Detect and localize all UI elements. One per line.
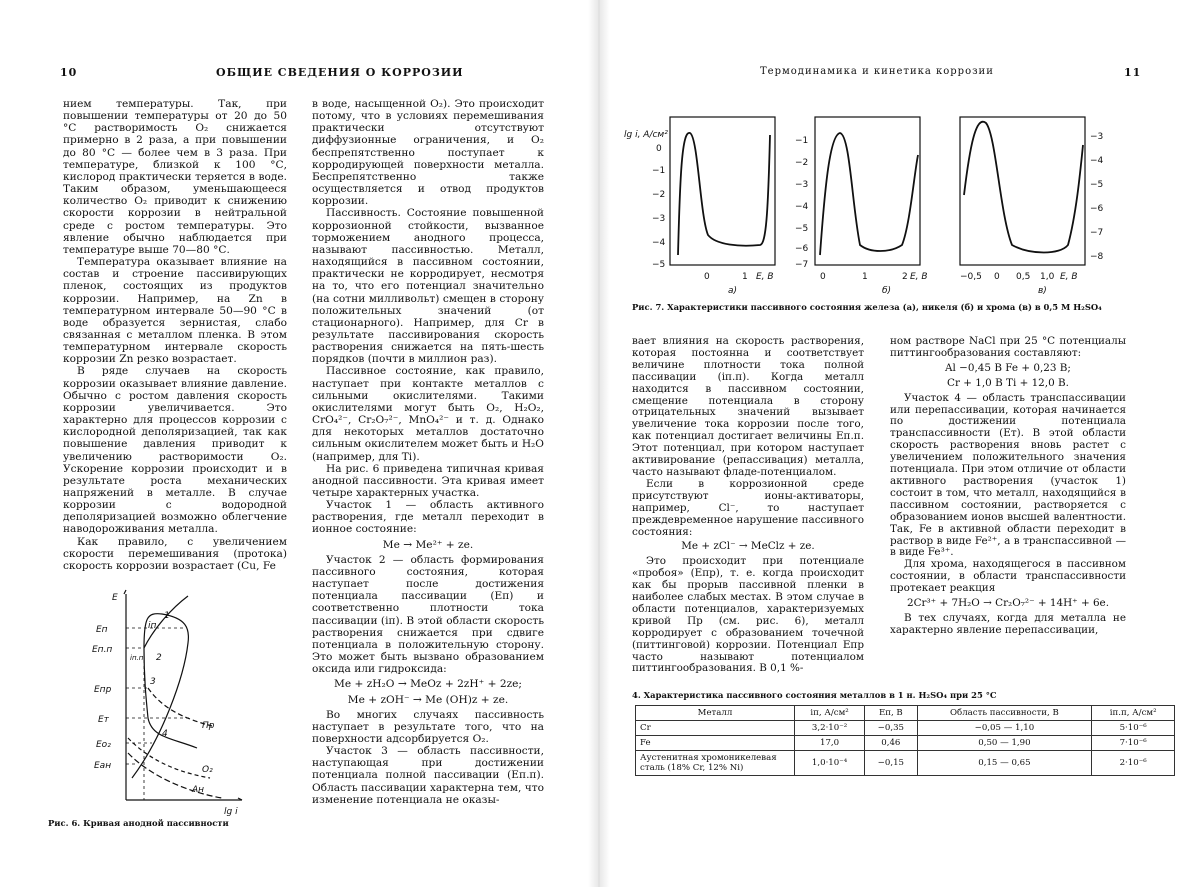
x-axis-label: E, В	[756, 272, 774, 282]
left-page	[0, 0, 590, 887]
table-cell: 17,0	[795, 736, 865, 751]
panel-b	[795, 117, 928, 296]
y-tick: −6	[1090, 204, 1104, 214]
y-tick: −7	[1090, 228, 1104, 238]
paragraph: В ряде случаев на скорость коррозии оказывает влияние давление. Обычно с ростом давления скорость коррозии увеличивается. Это характерно для процессов коррозии с кислородной деполяризацией, так как повышение давления приводит к увеличению растворимости O₂. Ускорение коррозии происходит и в результате роста механических напряжений в металле. В случае коррозии с водородной деполяризацией возможно облегчение наводороживания металла.	[63, 365, 287, 536]
x-tick: −0,5	[960, 272, 982, 282]
table-cell: Аустенитная хромоникелевая сталь (18% Cr, 12% Ni)	[636, 751, 795, 776]
y-tick: −1	[795, 136, 809, 146]
column-header: Область пассивности, В	[917, 706, 1092, 721]
mark-label: iп	[148, 621, 157, 631]
x-tick: 2	[902, 272, 908, 282]
table-cell: 0,15 — 0,65	[917, 751, 1092, 776]
paragraph: Если в коррозионной среде присутствуют ионы-активаторы, например, Cl⁻, то наступает преждевременное нарушение пассивного состояния:	[632, 477, 864, 538]
y-tick: −5	[652, 260, 666, 270]
y-tick: −1	[652, 166, 666, 176]
paragraph: Это происходит при потенциале «пробоя» (Eпр), т. е. когда происходит как бы прорыв пассивной пленки в наиболее слабых местах. В этом случае в области потенциалов, характеризуемых кривой Пр (см. рис. 6), металл корродирует с образованием точечной (питтинговой) коррозии. Потенциал Eпр часто называют потенциалом питтингообразования. В 0,1 %-	[632, 555, 864, 675]
oxygen-curve	[128, 738, 210, 778]
paragraph: Участок 2 — область формирования пассивного состояния, которая наступает после достижения потенциала пассивации (Eп) и соответственно плотности тока пассивации (iп). В этой области скорость растворения снижается при сдвиге потенциала в положительную сторону. Это может быть вызвано образованием оксида или гидроксида:	[312, 553, 544, 676]
y-axis-label: lg i, А/см²	[624, 130, 668, 140]
curve-label: O₂	[202, 765, 213, 775]
paragraph: вает влияния на скорость растворения, которая постоянна и соответствует величине плотности тока полной пассивации (iп.п). Когда металл находится в пассивном состоянии, смещение потенциала в сторону отрицательных значений вызывает увеличение тока коррозии после того, как потенциал достигает величины Eп.п. Этот потенциал, при котором наступает активирование (репассивация) металла, часто называют фладе-потенциалом.	[632, 335, 864, 478]
panel-label: б)	[882, 286, 892, 296]
curve-label: Ан	[192, 785, 205, 795]
y-tick: −8	[1090, 252, 1104, 262]
figure-7-caption: Рис. 7. Характеристики пассивного состояния железа (а), никеля (б) и хрома (в) в 0,5 М H₂SO₄	[632, 302, 1102, 312]
y-tick: −4	[652, 238, 666, 248]
mark-label: iп.п	[130, 654, 144, 662]
book-gutter	[588, 0, 610, 887]
passivity-curve	[132, 614, 197, 778]
figure-7-passivity-plots	[620, 95, 1160, 300]
paragraph: нием температуры. Так, при повышении температуры от 20 до 50 °С растворимость O₂ снижается примерно в 2 раза, а при повышении до 80 °С — более чем в 3 раза. При температуре, близкой к 100 °С, кислород практически теряется в воде. Таким образом, уменьшающееся количество O₂ приводит к снижению скорости коррозии в нейтральной среде с ростом температуры. Это явление обычно наблюдается при температуре выше 70—80 °С.	[63, 98, 287, 256]
paragraph: Как правило, с увеличением скорости перемешивания (протока) скорость коррозии возрастает (Cu, Fe	[63, 535, 287, 572]
y-tick: −5	[1090, 180, 1104, 190]
formula: Me → Me²⁺ + zе.	[382, 538, 474, 551]
table-cell: 0,46	[865, 736, 917, 751]
paragraph: Участок 1 — область активного растворения, где металл переходит в ионное состояние:	[312, 499, 544, 536]
y-tick: −4	[1090, 156, 1104, 166]
region-label: 3	[150, 677, 156, 687]
panel-c	[960, 117, 1104, 296]
x-tick: 1	[742, 272, 748, 282]
table-cell: Fe	[636, 736, 795, 751]
panel-label: а)	[728, 286, 738, 296]
level-label: Eп.п	[92, 645, 113, 655]
anodic-line	[128, 753, 222, 798]
table-cell: −0,05 — 1,10	[917, 721, 1092, 736]
table-row	[636, 751, 1175, 776]
table-row	[636, 736, 1175, 751]
table-cell: 5·10⁻⁶	[1092, 721, 1175, 736]
column-header: Металл	[636, 706, 795, 721]
paragraph: Пассивное состояние, как правило, наступает при контакте металлов с сильными окислителями. Такими окислителями могут быть O₂, H₂O₂, CrO₄²⁻, Cr₂O₇²⁻, MnO₄²⁻ и т. д. Однако для некоторых металлов достаточно сильным окислителем может быть и H₂O (например, для Ti).	[312, 365, 544, 463]
paragraph: Участок 4 — область транспассивации или перепассивации, которая начинается по достижении потенциала транспассивности (Eт). В этой области скорость растворения вновь растет с увеличением положительного значения потенциала. При этом отличие от области активного растворения (участок 1) состоит в том, что металл, находящийся в пассивном состоянии, растворяется с образованием ионов высшей валентности. Так, Fe в активной области переходит в раствор в виде Fe²⁺, а в транспассивной — в виде Fe³⁺.	[890, 391, 1126, 559]
x-tick: 1	[862, 272, 868, 282]
table-row	[636, 721, 1175, 736]
table-cell: 2·10⁻⁶	[1092, 751, 1175, 776]
level-label: Eo₂	[96, 740, 111, 750]
table-cell: −0,35	[865, 721, 917, 736]
table-4-passive-characteristics	[635, 705, 1175, 776]
paragraph: Участок 3 — область пассивности, наступающая при достижении потенциала полной пассивации (Eп.п). Область пассивации характерна тем, что изменение потенциала не оказы-	[312, 745, 544, 806]
running-head-right: Термодинамика и кинетика коррозии	[760, 66, 994, 77]
left-column-2	[312, 98, 544, 806]
x-tick: 0	[994, 272, 1000, 282]
paragraph: На рис. 6 приведена типичная кривая анодной пассивности. Эта кривая имеет четыре характерных участка.	[312, 462, 544, 499]
y-tick: −7	[795, 260, 809, 270]
axis-label-e: E	[112, 593, 118, 603]
formula: Me + zH₂O → MeOz + 2zH⁺ + 2ze;	[333, 678, 522, 691]
formula: Cr + 1,0 В Ti + 12,0 В.	[947, 376, 1069, 389]
x-axis-label: E, В	[910, 272, 928, 282]
region-label: 1	[164, 611, 170, 621]
paragraph: Температура оказывает влияние на состав и строение пассивирующих пленок, состоящих из продуктов коррозии. Например, на Zn в температурном интервале 50—90 °С в воде образуется зернистая, слабо связанная с металлом пленка. В этом температурном интервале скорость коррозии Zn резко возрастает.	[63, 256, 287, 366]
running-head-left: ОБЩИЕ СВЕДЕНИЯ О КОРРОЗИИ	[216, 66, 464, 79]
y-tick: −2	[795, 158, 809, 168]
panel-a	[652, 117, 775, 296]
x-tick: 1,0	[1040, 272, 1055, 282]
y-tick: −3	[652, 214, 666, 224]
level-label: Eт	[98, 715, 109, 725]
curve-label: Пр	[202, 721, 215, 731]
table-header-row	[636, 706, 1175, 721]
x-tick: 0,5	[1016, 272, 1031, 282]
panel-label: в)	[1038, 286, 1047, 296]
region-label: 4	[162, 729, 168, 739]
formula: 2Cr³⁺ + 7H₂O → Cr₂O₇²⁻ + 14H⁺ + 6е.	[906, 597, 1110, 610]
paragraph: в воде, насыщенной O₂). Это происходит потому, что в условиях перемешивания практически отсутствуют диффузионные ограничения, и O₂ беспрепятственно поступает к корродирующей поверхности металла. Беспрепятственно также осуществляется и отвод продуктов коррозии.	[312, 98, 544, 208]
figure-6-caption: Рис. 6. Кривая анодной пассивности	[48, 818, 229, 828]
y-tick: 0	[656, 144, 662, 154]
paragraph: Во многих случаях пассивность наступает в результате того, что на поверхности адсорбируется O₂.	[312, 708, 544, 745]
axis-label-lgi: lg i	[224, 807, 238, 817]
level-label: Eп	[96, 625, 108, 635]
column-header: iп, А/см²	[795, 706, 865, 721]
y-tick: −3	[1090, 132, 1104, 142]
table-4-caption: 4. Характеристика пассивного состояния металлов в 1 н. H₂SO₄ при 25 °С	[632, 690, 997, 700]
y-tick: −3	[795, 180, 809, 190]
y-tick: −4	[795, 202, 809, 212]
left-column-1	[63, 98, 287, 572]
column-header: iп.п, А/см²	[1092, 706, 1175, 721]
paragraph: Пассивность. Состояние повышенной коррозионной стойкости, вызванное торможением анодного процесса, называют пассивностью. Металл, находящийся в пассивном состоянии, практически не корродирует, несмотря на то, что его потенциал значительно (на сотни милливольт) смещен в сторону положительных значений (от стационарного). Например, для Cr в результате пассивирования скорость растворения снижается на пять-шесть порядков (почти в миллион раз).	[312, 207, 544, 366]
page-number-left: 10	[60, 66, 78, 79]
x-tick: 0	[704, 272, 710, 282]
paragraph: Для хрома, находящегося в пассивном состоянии, в области транспассивности протекает реакция	[890, 558, 1126, 595]
x-axis-label: E, В	[1060, 272, 1078, 282]
column-header: Eп, В	[865, 706, 917, 721]
table-cell: 0,50 — 1,90	[917, 736, 1092, 751]
table-cell: −0,15	[865, 751, 917, 776]
y-tick: −6	[795, 244, 809, 254]
right-column-1	[632, 336, 864, 675]
region-label: 2	[156, 653, 162, 663]
formula: Me + zOH⁻ → Me (OH)z + ze.	[347, 693, 509, 706]
paragraph: ном растворе NaCl при 25 °С потенциалы питтингообразования составляют:	[890, 335, 1126, 359]
y-tick: −2	[652, 190, 666, 200]
table-cell: 3,2·10⁻²	[795, 721, 865, 736]
x-tick: 0	[820, 272, 826, 282]
page-number-right: 11	[1124, 66, 1142, 79]
level-label: Eпр	[94, 685, 112, 695]
paragraph: В тех случаях, когда для металла не характерно явление перепассивации,	[890, 611, 1126, 636]
table-cell: 7·10⁻⁶	[1092, 736, 1175, 751]
level-label: Eан	[94, 761, 112, 771]
table-cell: Cr	[636, 721, 795, 736]
right-column-2	[890, 336, 1126, 637]
figure-6-anodic-passivity-curve	[92, 588, 252, 818]
formula: Me + zCl⁻ → MeClz + ze.	[681, 540, 815, 553]
table-cell: 1,0·10⁻⁴	[795, 751, 865, 776]
formula: Al −0,45 В Fe + 0,23 В;	[945, 361, 1071, 374]
y-tick: −5	[795, 224, 809, 234]
